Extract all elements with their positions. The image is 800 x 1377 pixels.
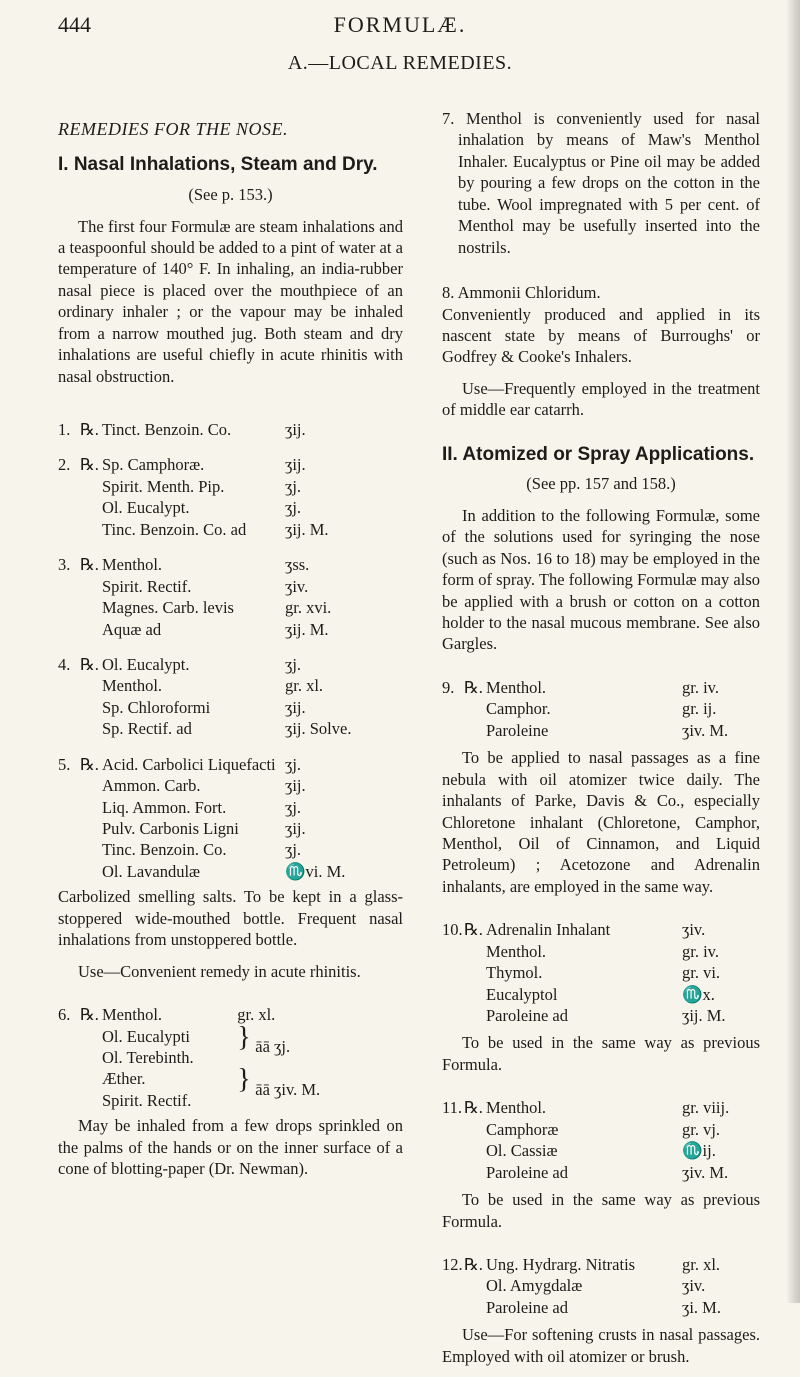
rx-symbol xyxy=(80,839,102,860)
rx-symbol xyxy=(80,818,102,839)
formula-line xyxy=(442,1097,760,1118)
quantity: ʒij. xyxy=(285,776,306,796)
formula-3 xyxy=(58,554,403,640)
formula-number xyxy=(442,720,464,741)
formula-2 xyxy=(58,454,403,540)
brace-icon: } xyxy=(237,1064,251,1096)
formula-5-use: Use—Convenient remedy in acute rhinitis. xyxy=(78,961,361,981)
formula-number xyxy=(442,1005,464,1026)
formula-line xyxy=(58,597,403,618)
ingredient: Liq. Ammon. Fort. xyxy=(102,797,227,817)
formula-number xyxy=(58,476,80,497)
formula-line xyxy=(58,675,403,696)
formula-line xyxy=(442,1119,760,1140)
formula-number: 3. xyxy=(58,555,71,575)
rx-symbol: ℞. xyxy=(464,1254,483,1274)
quantity: ʒss. xyxy=(285,555,310,575)
rx-symbol xyxy=(464,1275,486,1296)
ingredient: Spirit. Rectif. xyxy=(102,576,192,596)
ingredient: Menthol. xyxy=(102,555,163,575)
quantity: ʒj. xyxy=(285,476,302,496)
rx-symbol: ℞. xyxy=(464,1098,483,1118)
formula-12-use: Use—For softening crusts in nasal passages. Employed with oil atomizer or brush. xyxy=(442,1325,760,1366)
formula-number xyxy=(442,698,464,719)
formula-line xyxy=(58,497,403,518)
rx-symbol xyxy=(80,597,102,618)
formula-line xyxy=(58,554,403,575)
ingredient: Ol. Lavandulæ xyxy=(102,861,201,881)
formula-6-number: 6. xyxy=(58,1005,71,1025)
left-column xyxy=(58,108,403,1190)
ingredient: Thymol. xyxy=(486,963,543,983)
rx-symbol xyxy=(80,619,102,640)
ingredient: Ol. Amygdalæ xyxy=(486,1276,583,1296)
item-8-use: Use—Frequently employed in the treatment of middle ear catarrh. xyxy=(442,378,760,420)
formula-line xyxy=(442,1297,760,1318)
section-1-title: I. Nasal Inhalations, Steam and Dry. xyxy=(58,154,378,176)
ingredient: Menthol. xyxy=(486,1098,547,1118)
formula-6-note: May be inhaled from a few drops sprinkled on the palms of the hands or on the inner surface of a cone of blotting-paper (Dr. Newman). xyxy=(58,1116,403,1179)
item-8-title: 8. Ammonii Chloridum. xyxy=(442,283,601,303)
ingredient: Sp. Camphoræ. xyxy=(102,455,205,475)
quantity: ʒj. xyxy=(285,754,302,774)
ingredient: Spirit. Rectif. xyxy=(102,1090,192,1110)
rx-symbol xyxy=(464,1005,486,1026)
formula-line xyxy=(442,962,760,983)
rx-symbol: ℞. xyxy=(80,455,99,475)
rx-symbol xyxy=(80,519,102,540)
ingredient: Ol. Eucalypt. xyxy=(102,654,190,674)
see-reference: (See p. 153.) xyxy=(188,185,273,205)
ingredient: Menthol. xyxy=(102,676,163,696)
formula-number xyxy=(442,1140,464,1161)
formula-5 xyxy=(58,754,403,883)
formula-number xyxy=(58,619,80,640)
formula-number: 9. xyxy=(442,677,455,697)
rx-symbol: ℞. xyxy=(80,754,99,774)
formula-line xyxy=(58,576,403,597)
formula-number: 4. xyxy=(58,654,71,674)
formula-number xyxy=(442,1275,464,1296)
ingredient: Paroleine ad xyxy=(486,1162,569,1182)
section-subtitle: A.—LOCAL REMEDIES. xyxy=(287,52,513,74)
formula-5-note: Carbolized smelling salts. To be kept in a glass-stoppered wide-mouthed bottle. Frequent nasal inhalations from unstoppered bottle. xyxy=(58,887,403,950)
formula-line xyxy=(442,984,760,1005)
page-header xyxy=(0,8,800,40)
item-7: 7. Menthol is conveniently used for nasal inhalation by means of Maw's Menthol Inhaler. Eucalyptus or Pine oil may be added by pouring a few drops on the cotton in the tube. Wool impregnated with 5 per cent. of Menthol may be usefully inserted into the nostrils. xyxy=(442,109,760,257)
quantity: ʒj. xyxy=(285,797,302,817)
rx-symbol xyxy=(464,962,486,983)
quantity: gr. vi. xyxy=(682,963,721,983)
formula-number xyxy=(58,818,80,839)
quantity: ʒiv. xyxy=(285,576,309,596)
rx-symbol xyxy=(80,861,102,882)
formula-line xyxy=(442,1140,760,1161)
ingredient: Ol. Eucalypt. xyxy=(102,498,190,518)
formula-number xyxy=(58,839,80,860)
formula-9 xyxy=(442,677,760,741)
ingredient: Menthol. xyxy=(486,941,547,961)
formula-number xyxy=(442,941,464,962)
ingredient: Magnes. Carb. levis xyxy=(102,598,234,618)
see-reference-2: (See pp. 157 and 158.) xyxy=(526,474,676,494)
formula-line xyxy=(442,1254,760,1275)
rx-symbol xyxy=(80,797,102,818)
ingredient: Sp. Chloroformi xyxy=(102,697,211,717)
ingredient: Tinc. Benzoin. Co. ad xyxy=(102,519,247,539)
ingredient: Spirit. Menth. Pip. xyxy=(102,476,225,496)
formula-number xyxy=(58,597,80,618)
ingredient: Ol. Cassiæ xyxy=(486,1141,558,1161)
formula-line xyxy=(58,797,403,818)
formula-line xyxy=(442,1275,760,1296)
formula-line xyxy=(58,775,403,796)
formula-number xyxy=(58,775,80,796)
rx-symbol xyxy=(80,697,102,718)
ingredient: Eucalyptol xyxy=(486,984,558,1004)
ingredient: Ol. Eucalypti xyxy=(102,1026,190,1046)
quantity: ʒj. xyxy=(285,498,302,518)
formula-10-note: To be used in the same way as previous Formula. xyxy=(442,1033,760,1074)
rx-symbol xyxy=(464,1140,486,1161)
section-2-title: II. Atomized or Spray Applications. xyxy=(442,443,755,465)
rx-symbol xyxy=(464,698,486,719)
rx-symbol: ℞. xyxy=(80,420,99,440)
formula-number: 11. xyxy=(442,1098,463,1118)
formula-number xyxy=(58,718,80,739)
formula-4 xyxy=(58,654,403,740)
page-number: 444 xyxy=(58,12,91,37)
quantity: gr. iv. xyxy=(682,941,719,961)
brace-icon: } xyxy=(237,1021,251,1053)
formula-line xyxy=(442,919,760,940)
formula-line xyxy=(58,519,403,540)
ingredient: Sp. Rectif. ad xyxy=(102,719,192,739)
quantity: āā ʒiv. M. xyxy=(255,1080,321,1100)
quantity: ʒi. M. xyxy=(682,1297,721,1317)
formula-number xyxy=(58,519,80,540)
rx-symbol: ℞. xyxy=(80,555,99,575)
formula-number xyxy=(58,697,80,718)
formula-line xyxy=(442,1005,760,1026)
ingredient: Tinc. Benzoin. Co. xyxy=(102,840,227,860)
formula-10 xyxy=(442,919,760,1026)
ingredient: Paroleine ad xyxy=(486,1297,569,1317)
rx-symbol: ℞. xyxy=(464,677,483,697)
formula-line xyxy=(442,698,760,719)
rx-symbol: ℞. xyxy=(80,1005,99,1025)
rx-symbol: ℞. xyxy=(80,654,99,674)
formula-11-note: To be used in the same way as previous Formula. xyxy=(442,1190,760,1231)
formula-number xyxy=(442,1162,464,1183)
rx-symbol xyxy=(80,775,102,796)
ingredient: Camphor. xyxy=(486,699,551,719)
quantity: gr. viij. xyxy=(682,1098,730,1118)
formula-number: 2. xyxy=(58,455,71,475)
formula-12 xyxy=(442,1254,760,1318)
quantity: ♏ij. xyxy=(682,1141,716,1161)
ingredient: Adrenalin Inhalant xyxy=(486,920,611,940)
intro-paragraph-2: In addition to the following Formulæ, some of the solutions used for syringing the nose (such as Nos. 16 to 18) may be employed in the form of spray. The following Formulæ may also be applied with a brush or cotton on a cotton holder to the nasal mucous membrane. See also Gargles. xyxy=(442,505,760,654)
formula-number xyxy=(58,497,80,518)
formula-number: 5. xyxy=(58,754,71,774)
right-column xyxy=(442,108,760,1377)
rx-symbol xyxy=(464,1119,486,1140)
rx-symbol xyxy=(464,1297,486,1318)
running-head: FORMULÆ. xyxy=(333,12,467,37)
formula-number xyxy=(442,962,464,983)
rx-symbol xyxy=(464,1162,486,1183)
quantity: gr. xvi. xyxy=(285,598,332,618)
formula-number: 10. xyxy=(442,920,463,940)
rx-symbol xyxy=(464,984,486,1005)
rx-symbol: ℞. xyxy=(464,920,483,940)
formula-number: 12. xyxy=(442,1254,463,1274)
quantity: ♏vi. M. xyxy=(285,861,346,881)
quantity: gr. xl. xyxy=(237,1005,276,1025)
formula-number xyxy=(58,861,80,882)
remedies-nose-title: REMEDIES FOR THE NOSE. xyxy=(58,119,288,139)
quantity: āā ʒj. xyxy=(255,1037,291,1057)
ingredient: Menthol. xyxy=(102,1005,163,1025)
quantity: ʒj. xyxy=(285,654,302,674)
formula-line xyxy=(58,818,403,839)
formula-line xyxy=(442,720,760,741)
ingredient: Paroleine xyxy=(486,720,549,740)
page-edge xyxy=(786,0,800,1303)
quantity: ʒij. xyxy=(285,455,306,475)
formula-6 xyxy=(58,1004,403,1111)
formula-line xyxy=(58,718,403,739)
formula-number xyxy=(442,1297,464,1318)
ingredient: Ol. Terebinth. xyxy=(102,1047,194,1067)
quantity: ʒij. M. xyxy=(285,619,329,639)
formula-line xyxy=(58,454,403,475)
quantity: gr. vj. xyxy=(682,1119,721,1139)
rx-symbol xyxy=(80,476,102,497)
ingredient: Tinct. Benzoin. Co. xyxy=(102,420,232,440)
rx-symbol xyxy=(80,718,102,739)
ingredient: Ung. Hydrarg. Nitratis xyxy=(486,1254,636,1274)
quantity: ʒij. xyxy=(285,697,306,717)
ingredient: Acid. Carbolici Liquefacti xyxy=(102,754,276,774)
formula-number xyxy=(442,984,464,1005)
formula-line xyxy=(442,1162,760,1183)
rx-symbol xyxy=(464,941,486,962)
ingredient: Camphoræ xyxy=(486,1119,559,1139)
quantity: ʒiv. M. xyxy=(682,1162,729,1182)
quantity: ʒij. xyxy=(285,819,306,839)
intro-paragraph: The first four Formulæ are steam inhalations and a teaspoonful should be added to a pint of water at a temperature of 140° F. In inhaling, an india-rubber nasal piece is placed over the mouthpiece of an ordinary inhaler ; or the vapour may be inhaled from a narrow mouthed jug. Both steam and dry inhalations are useful chiefly in acute rhinitis with nasal obstruction. xyxy=(58,216,403,386)
formula-9-note: To be applied to nasal passages as a fine nebula with oil atomizer twice daily. The inhalants of Parke, Davis & Co., especially Chloretone inhalant (Chloretone, Camphor, Menthol, Oil of Cinnamon, and Liquid Petroleum) ; Acetozone and Adrenalin inhalants, are employed in the same way. xyxy=(442,748,760,896)
ingredient: Paroleine ad xyxy=(486,1006,569,1025)
rx-symbol xyxy=(80,497,102,518)
quantity: gr. iv. xyxy=(682,677,719,697)
quantity: ♏x. xyxy=(682,984,715,1004)
quantity: ʒij. Solve. xyxy=(285,719,352,739)
formula-line xyxy=(58,697,403,718)
formula-line xyxy=(442,677,760,698)
formula-line xyxy=(58,619,403,640)
quantity: ʒiv. xyxy=(682,1276,706,1296)
ingredient: Pulv. Carbonis Ligni xyxy=(102,819,239,839)
ingredient: Aquæ ad xyxy=(102,619,162,639)
formula-number: 1. xyxy=(58,420,71,440)
rx-symbol xyxy=(80,675,102,696)
formula-1 xyxy=(58,419,403,440)
ingredient: Menthol. xyxy=(486,677,547,697)
item-8-text: Conveniently produced and applied in its nascent state by means of Burroughs' or Godfrey & Cooke's Inhalers. xyxy=(442,304,760,367)
quantity: gr. ij. xyxy=(682,699,717,719)
quantity: ʒiv. M. xyxy=(682,720,729,740)
quantity: gr. xl. xyxy=(682,1254,721,1274)
formula-line xyxy=(58,654,403,675)
formula-number xyxy=(58,576,80,597)
formula-line xyxy=(58,754,403,775)
rx-symbol xyxy=(80,576,102,597)
quantity: ʒij. M. xyxy=(682,1006,726,1025)
formula-number xyxy=(58,797,80,818)
rx-symbol xyxy=(464,720,486,741)
formula-11 xyxy=(442,1097,760,1183)
formula-line xyxy=(58,861,403,882)
ingredient: Ammon. Carb. xyxy=(102,776,201,796)
formula-line xyxy=(442,941,760,962)
formula-number xyxy=(58,675,80,696)
quantity: ʒij. M. xyxy=(285,519,329,539)
formula-line xyxy=(58,419,403,440)
quantity: ʒj. xyxy=(285,840,302,860)
quantity: ʒij. xyxy=(285,420,306,440)
ingredient: Æther. xyxy=(102,1069,146,1089)
quantity: gr. xl. xyxy=(285,676,324,696)
formula-line xyxy=(58,476,403,497)
formula-line xyxy=(58,839,403,860)
formula-number xyxy=(442,1119,464,1140)
quantity: ʒiv. xyxy=(682,920,706,940)
